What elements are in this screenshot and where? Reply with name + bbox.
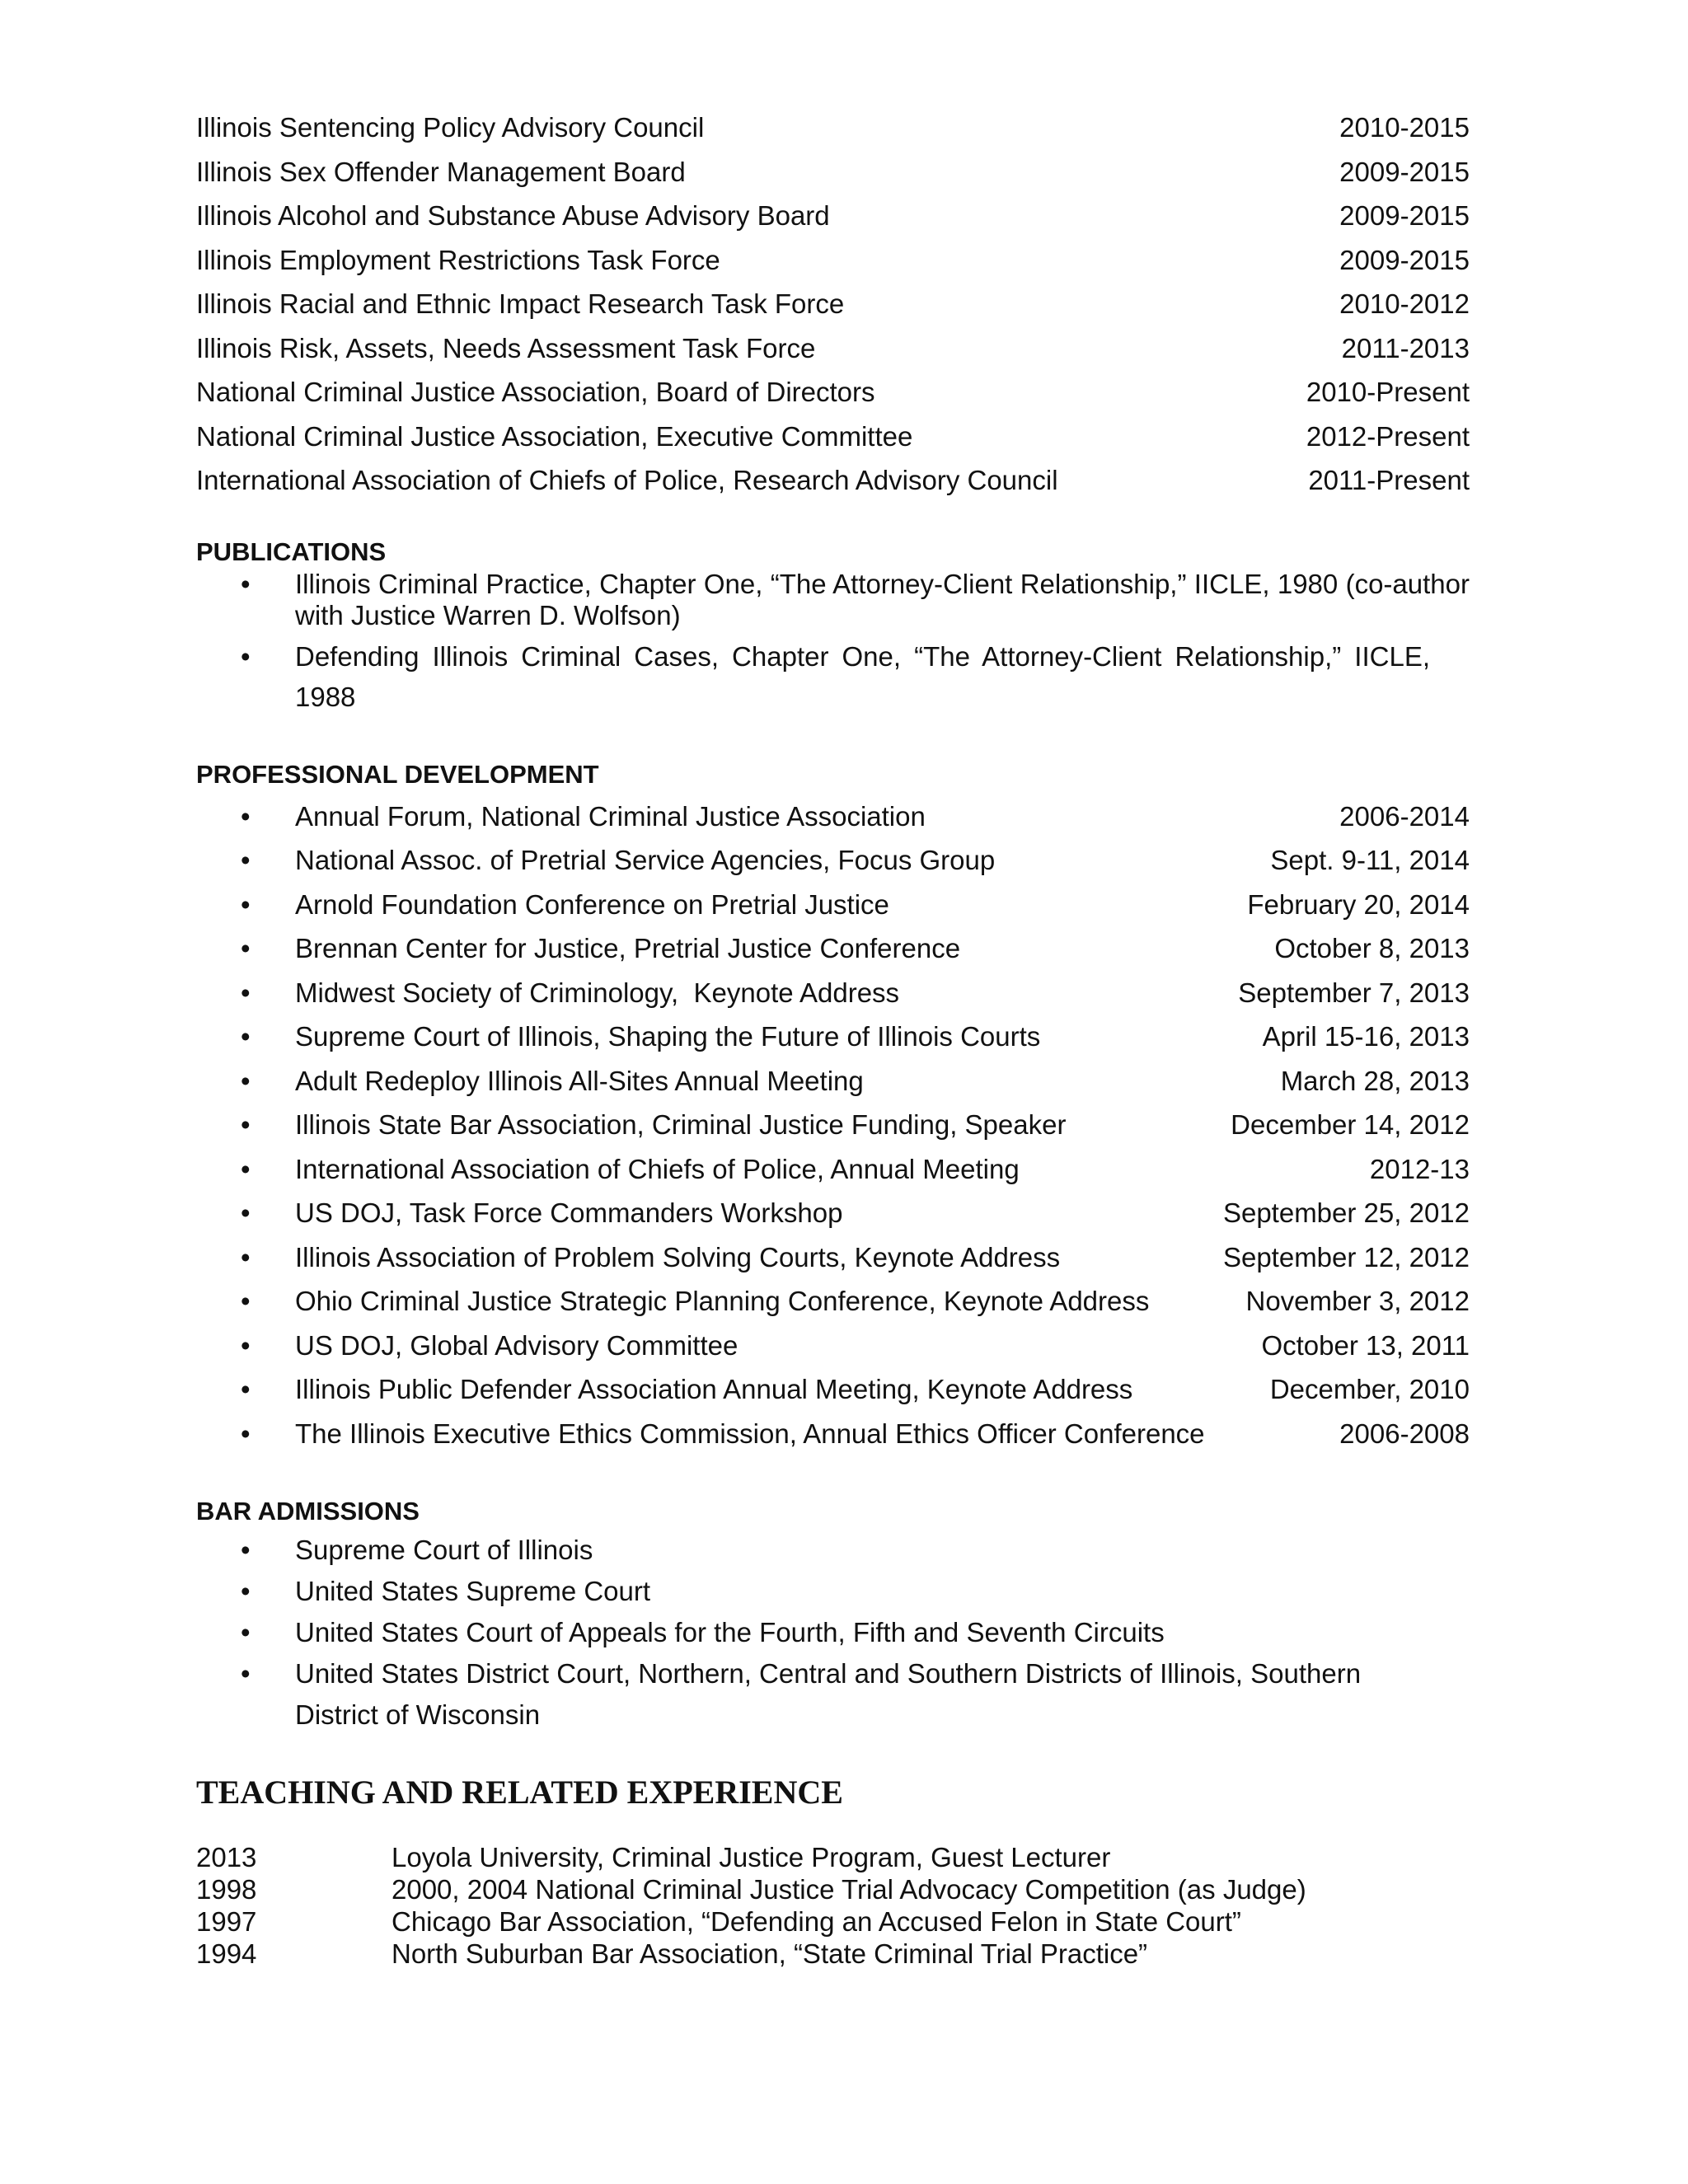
bullet-icon: • <box>241 1286 251 1316</box>
bullet-icon: • <box>241 1658 251 1689</box>
membership-row <box>196 458 1470 503</box>
pd-item <box>196 1103 1470 1147</box>
bullet-icon: • <box>241 1418 251 1449</box>
pd-date: September 25, 2012 <box>1222 1197 1470 1228</box>
pd-event: International Association of Chiefs of Police, Annual Meeting <box>295 1153 1020 1184</box>
pd-item <box>196 1147 1470 1192</box>
pd-date: December, 2010 <box>1269 1374 1470 1404</box>
pd-item <box>196 794 1470 839</box>
pd-event: US DOJ, Global Advisory Committee <box>295 1329 738 1361</box>
teaching-row <box>196 1938 1470 1970</box>
membership-dates: 2009-2015 <box>1339 244 1470 275</box>
pd-event: Adult Redeploy Illinois All-Sites Annual Meeting <box>295 1065 864 1096</box>
bar-admissions-heading: BAR ADMISSIONS <box>196 1497 420 1526</box>
teaching-year: 1998 <box>196 1874 257 1905</box>
bullet-icon: • <box>241 1576 251 1606</box>
pd-date: November 3, 2012 <box>1245 1286 1470 1316</box>
pd-date: April 15-16, 2013 <box>1262 1021 1470 1052</box>
teaching-year: 1997 <box>196 1906 257 1937</box>
pd-item <box>196 1324 1470 1368</box>
pd-event: Ohio Criminal Justice Strategic Planning Conference, Keynote Address <box>295 1286 1150 1316</box>
membership-dates: 2010-2012 <box>1339 288 1470 319</box>
bar-admission-item <box>196 1653 1430 1736</box>
pd-item <box>196 838 1470 883</box>
publications-heading: PUBLICATIONS <box>196 537 387 566</box>
memberships-list <box>196 105 1470 503</box>
pd-item <box>196 1015 1470 1059</box>
teaching-text: Chicago Bar Association, “Defending an Accused Felon in State Court” <box>392 1906 1241 1937</box>
teaching-year: 1994 <box>196 1938 257 1969</box>
pd-event: Annual Forum, National Criminal Justice Association <box>295 800 926 832</box>
bullet-icon: • <box>241 1241 251 1272</box>
pd-item <box>196 1191 1470 1235</box>
membership-dates: 2009-2015 <box>1339 156 1470 187</box>
bar-admission-text: United States Court of Appeals for the Fourth, Fifth and Seventh Circuits <box>295 1617 1165 1647</box>
bullet-icon: • <box>241 933 251 963</box>
teaching-list <box>196 1841 1470 1970</box>
pd-date: September 7, 2013 <box>1238 977 1470 1008</box>
membership-row <box>196 282 1470 326</box>
pd-date: December 14, 2012 <box>1231 1109 1470 1140</box>
teaching-text: 2000, 2004 National Criminal Justice Trial Advocacy Competition (as Judge) <box>392 1874 1306 1905</box>
pd-date: February 20, 2014 <box>1247 888 1470 920</box>
publication-text: Defending Illinois Criminal Cases, Chapter One, “The Attorney-Client Relationship,” IICLE, 1988 <box>295 640 1430 712</box>
membership-row <box>196 105 1470 150</box>
bullet-icon: • <box>241 1065 251 1096</box>
membership-name: Illinois Alcohol and Substance Abuse Advisory Board <box>196 200 830 231</box>
pd-item <box>196 1367 1470 1412</box>
pd-item <box>196 971 1470 1015</box>
pd-event: Illinois Public Defender Association Annual Meeting, Keynote Address <box>295 1374 1133 1404</box>
teaching-row <box>196 1873 1470 1905</box>
pd-date: September 12, 2012 <box>1222 1241 1470 1272</box>
bullet-icon: • <box>241 1374 251 1404</box>
bullet-icon: • <box>241 1197 251 1228</box>
pd-item <box>196 883 1470 927</box>
membership-name: Illinois Risk, Assets, Needs Assessment Task Force <box>196 332 816 363</box>
teaching-year: 2013 <box>196 1842 257 1872</box>
bullet-icon: • <box>241 1329 251 1361</box>
membership-dates: 2010-2015 <box>1339 112 1470 143</box>
pd-event: National Assoc. of Pretrial Service Agencies, Focus Group <box>295 845 996 875</box>
pd-event: Arnold Foundation Conference on Pretrial Justice <box>295 888 889 920</box>
bullet-icon: • <box>241 1617 251 1647</box>
membership-dates: 2011-Present <box>1308 465 1470 495</box>
membership-dates: 2012-Present <box>1306 420 1470 452</box>
publication-item <box>196 636 1470 717</box>
membership-row <box>196 415 1470 459</box>
publications-list <box>196 569 1470 717</box>
bullet-icon: • <box>241 977 251 1008</box>
bullet-icon: • <box>241 845 251 875</box>
publication-item <box>196 569 1470 631</box>
pd-date: October 13, 2011 <box>1261 1329 1470 1361</box>
pd-date: 2012-13 <box>1369 1153 1470 1184</box>
membership-name: Illinois Sentencing Policy Advisory Council <box>196 112 705 143</box>
membership-dates: 2009-2015 <box>1339 200 1470 231</box>
teaching-row <box>196 1841 1470 1873</box>
bullet-icon: • <box>241 1021 251 1052</box>
bullet-icon: • <box>241 800 251 832</box>
pd-date: March 28, 2013 <box>1280 1065 1470 1096</box>
resume-content <box>196 105 1470 1970</box>
professional-development-list <box>196 794 1470 1456</box>
pd-item <box>196 1059 1470 1104</box>
membership-row <box>196 194 1470 238</box>
teaching-text: Loyola University, Criminal Justice Program, Guest Lecturer <box>392 1842 1111 1872</box>
pd-date: October 8, 2013 <box>1274 933 1470 963</box>
bar-admission-text: United States Supreme Court <box>295 1576 651 1606</box>
bar-admission-item <box>196 1571 1430 1612</box>
bar-admission-item <box>196 1612 1430 1653</box>
pd-event: Illinois Association of Problem Solving Courts, Keynote Address <box>295 1241 1061 1272</box>
teaching-text: North Suburban Bar Association, “State Criminal Trial Practice” <box>392 1938 1148 1969</box>
teaching-heading: TEACHING AND RELATED EXPERIENCE <box>196 1774 843 1811</box>
membership-name: Illinois Racial and Ethnic Impact Research Task Force <box>196 288 845 319</box>
bullet-icon: • <box>241 888 251 920</box>
pd-event: US DOJ, Task Force Commanders Workshop <box>295 1197 843 1228</box>
bullet-icon: • <box>241 640 251 672</box>
publication-text: Illinois Criminal Practice, Chapter One, “The Attorney-Client Relationship,” IICLE, 1980 (co-author with Justice Warren D. Wolfson) <box>295 568 1470 630</box>
bullet-icon: • <box>241 1153 251 1184</box>
pd-item <box>196 1279 1470 1324</box>
membership-dates: 2010-Present <box>1306 377 1470 407</box>
bullet-icon: • <box>241 1535 251 1565</box>
pd-item <box>196 926 1470 971</box>
teaching-row <box>196 1905 1470 1938</box>
bullet-icon: • <box>241 1109 251 1140</box>
membership-name: Illinois Sex Offender Management Board <box>196 156 686 187</box>
pd-item <box>196 1235 1470 1280</box>
pd-date: 2006-2008 <box>1339 1418 1470 1449</box>
pd-event: Midwest Society of Criminology, Keynote Address <box>295 977 900 1008</box>
bar-admission-item <box>196 1530 1430 1571</box>
membership-name: Illinois Employment Restrictions Task Force <box>196 244 720 275</box>
bar-admissions-list <box>196 1530 1470 1736</box>
bar-admission-text: Supreme Court of Illinois <box>295 1535 593 1565</box>
membership-name: National Criminal Justice Association, Board of Directors <box>196 377 875 407</box>
membership-name: International Association of Chiefs of Police, Research Advisory Council <box>196 465 1058 495</box>
pd-date: 2006-2014 <box>1339 800 1470 832</box>
pd-date: Sept. 9-11, 2014 <box>1270 845 1470 875</box>
membership-row <box>196 150 1470 194</box>
professional-development-heading: PROFESSIONAL DEVELOPMENT <box>196 759 599 789</box>
pd-event: Brennan Center for Justice, Pretrial Justice Conference <box>295 933 961 963</box>
pd-item <box>196 1412 1470 1456</box>
membership-row <box>196 238 1470 283</box>
membership-row <box>196 370 1470 415</box>
pd-event: Illinois State Bar Association, Criminal Justice Funding, Speaker <box>295 1109 1067 1140</box>
pd-event: The Illinois Executive Ethics Commission, Annual Ethics Officer Conference <box>295 1418 1205 1449</box>
membership-dates: 2011-2013 <box>1341 332 1470 363</box>
bullet-icon: • <box>241 568 251 599</box>
membership-row <box>196 326 1470 371</box>
bar-admission-text: United States District Court, Northern, Central and Southern Districts of Illinois, Southern District of Wisconsin <box>295 1658 1362 1730</box>
pd-event: Supreme Court of Illinois, Shaping the Future of Illinois Courts <box>295 1021 1041 1052</box>
membership-name: National Criminal Justice Association, Executive Committee <box>196 420 913 452</box>
